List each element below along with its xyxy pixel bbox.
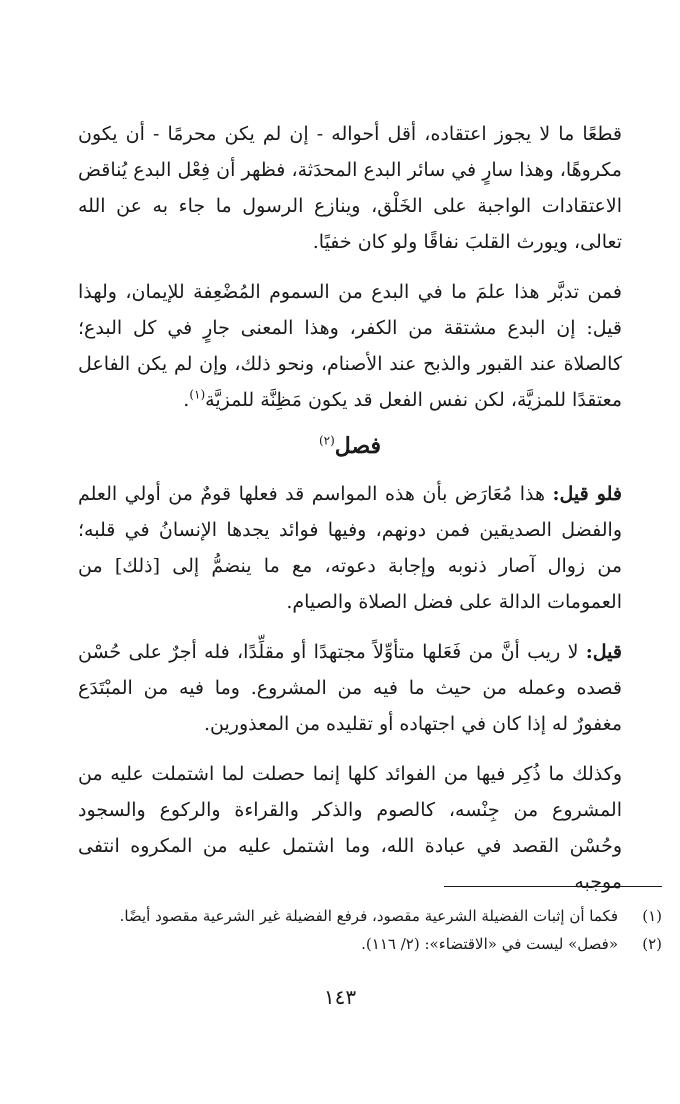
paragraph-3 bbox=[78, 476, 622, 620]
paragraph-5 bbox=[78, 756, 622, 900]
paragraph-5-text: وكذلك ما ذُكِر فيها من الفوائد كلها إنما حصلت لما اشتملت عليه من المشروع من جِنْسه، كالصوم والذكر والقراءة والركوع والسجود وحُسْن القصد في عبادة الله، وما اشتمل عليه من المكروه انتفى موجبه bbox=[78, 763, 622, 893]
footnote-1 bbox=[78, 902, 662, 930]
paragraph-2 bbox=[78, 274, 622, 418]
footnote-2-number: (٢) bbox=[642, 935, 662, 953]
page-number: ١٤٣ bbox=[323, 985, 357, 1009]
paragraph-3-text: هذا مُعَارَض بأن هذه المواسم قد فعلها قومٌ من أولي العلم والفضل الصديقين فمن دونهم، وفيها فوائد يجدها الإنسانُ في قلبه؛ من زوال آصار ذنوبه وإجابة دعوته، مع ما ينضمُّ إلى [ذلك] من العمومات الدالة على فضل الصلاة والصيام. bbox=[78, 483, 622, 613]
footnote-1-text: فكما أن إثبات الفضيلة الشرعية مقصود، فرفع الفضيلة غير الشرعية مقصود أيضًا. bbox=[119, 907, 618, 925]
section-heading bbox=[78, 428, 622, 464]
paragraph-4 bbox=[78, 634, 622, 742]
paragraph-3-lead: فلو قيل: bbox=[552, 483, 622, 505]
paragraph-1-text: قطعًا ما لا يجوز اعتقاده، أقل أحواله - إن لم يكن محرمًا - أن يكون مكروهًا، وهذا سارٍ في سائر البدع المحدَثة، فظهر أن فِعْل البدع يُناقض الاعتقادات الواجبة على الخَلْق، وينازع الرسول ما جاء به عن الله تعالى، ويورث القلبَ نفاقًا ولو كان خفيًا. bbox=[78, 123, 622, 253]
footnote-ref-2: (٢) bbox=[318, 433, 335, 448]
paragraph-4-text: لا ريب أنَّ من فَعَلها متأوِّلاً مجتهدًا أو مقلِّدًا، فله أجرٌ على حُسْن قصده وعمله من حيث ما فيه من المشروع. وما فيه من المبْتَدَع مغفورٌ له إذا كان في اجتهاده أو تقليده من المعذورين. bbox=[78, 641, 622, 735]
paragraph-2-text: فمن تدبَّر هذا علمَ ما في البدع من السموم المُضْعِفة للإيمان، ولهذا قيل: إن البدع مشتقة من الكفر، وهذا المعنى جارٍ في كل البدع؛ كالصلاة عند القبور والذبح عند الأصنام، ونحو ذلك، وإن لم يكن الفاعل معتقدًا للمزيَّة، لكن نفس الفعل قد يكون مَظِنَّة للمزيَّة bbox=[78, 281, 622, 411]
paragraph-4-lead: قيل: bbox=[585, 641, 622, 663]
footnote-1-number: (١) bbox=[642, 907, 662, 925]
footnote-divider bbox=[444, 886, 662, 887]
footnotes bbox=[78, 902, 662, 958]
footnote-2-text: «فصل» ليست في «الاقتضاء»: (٢/ ١١٦). bbox=[361, 935, 618, 953]
section-heading-title: فصل bbox=[334, 433, 382, 459]
footnote-ref-1: (١) bbox=[189, 387, 206, 402]
paragraph-1 bbox=[78, 116, 622, 260]
footnote-2 bbox=[78, 930, 662, 958]
paragraph-2-end: . bbox=[183, 389, 190, 411]
